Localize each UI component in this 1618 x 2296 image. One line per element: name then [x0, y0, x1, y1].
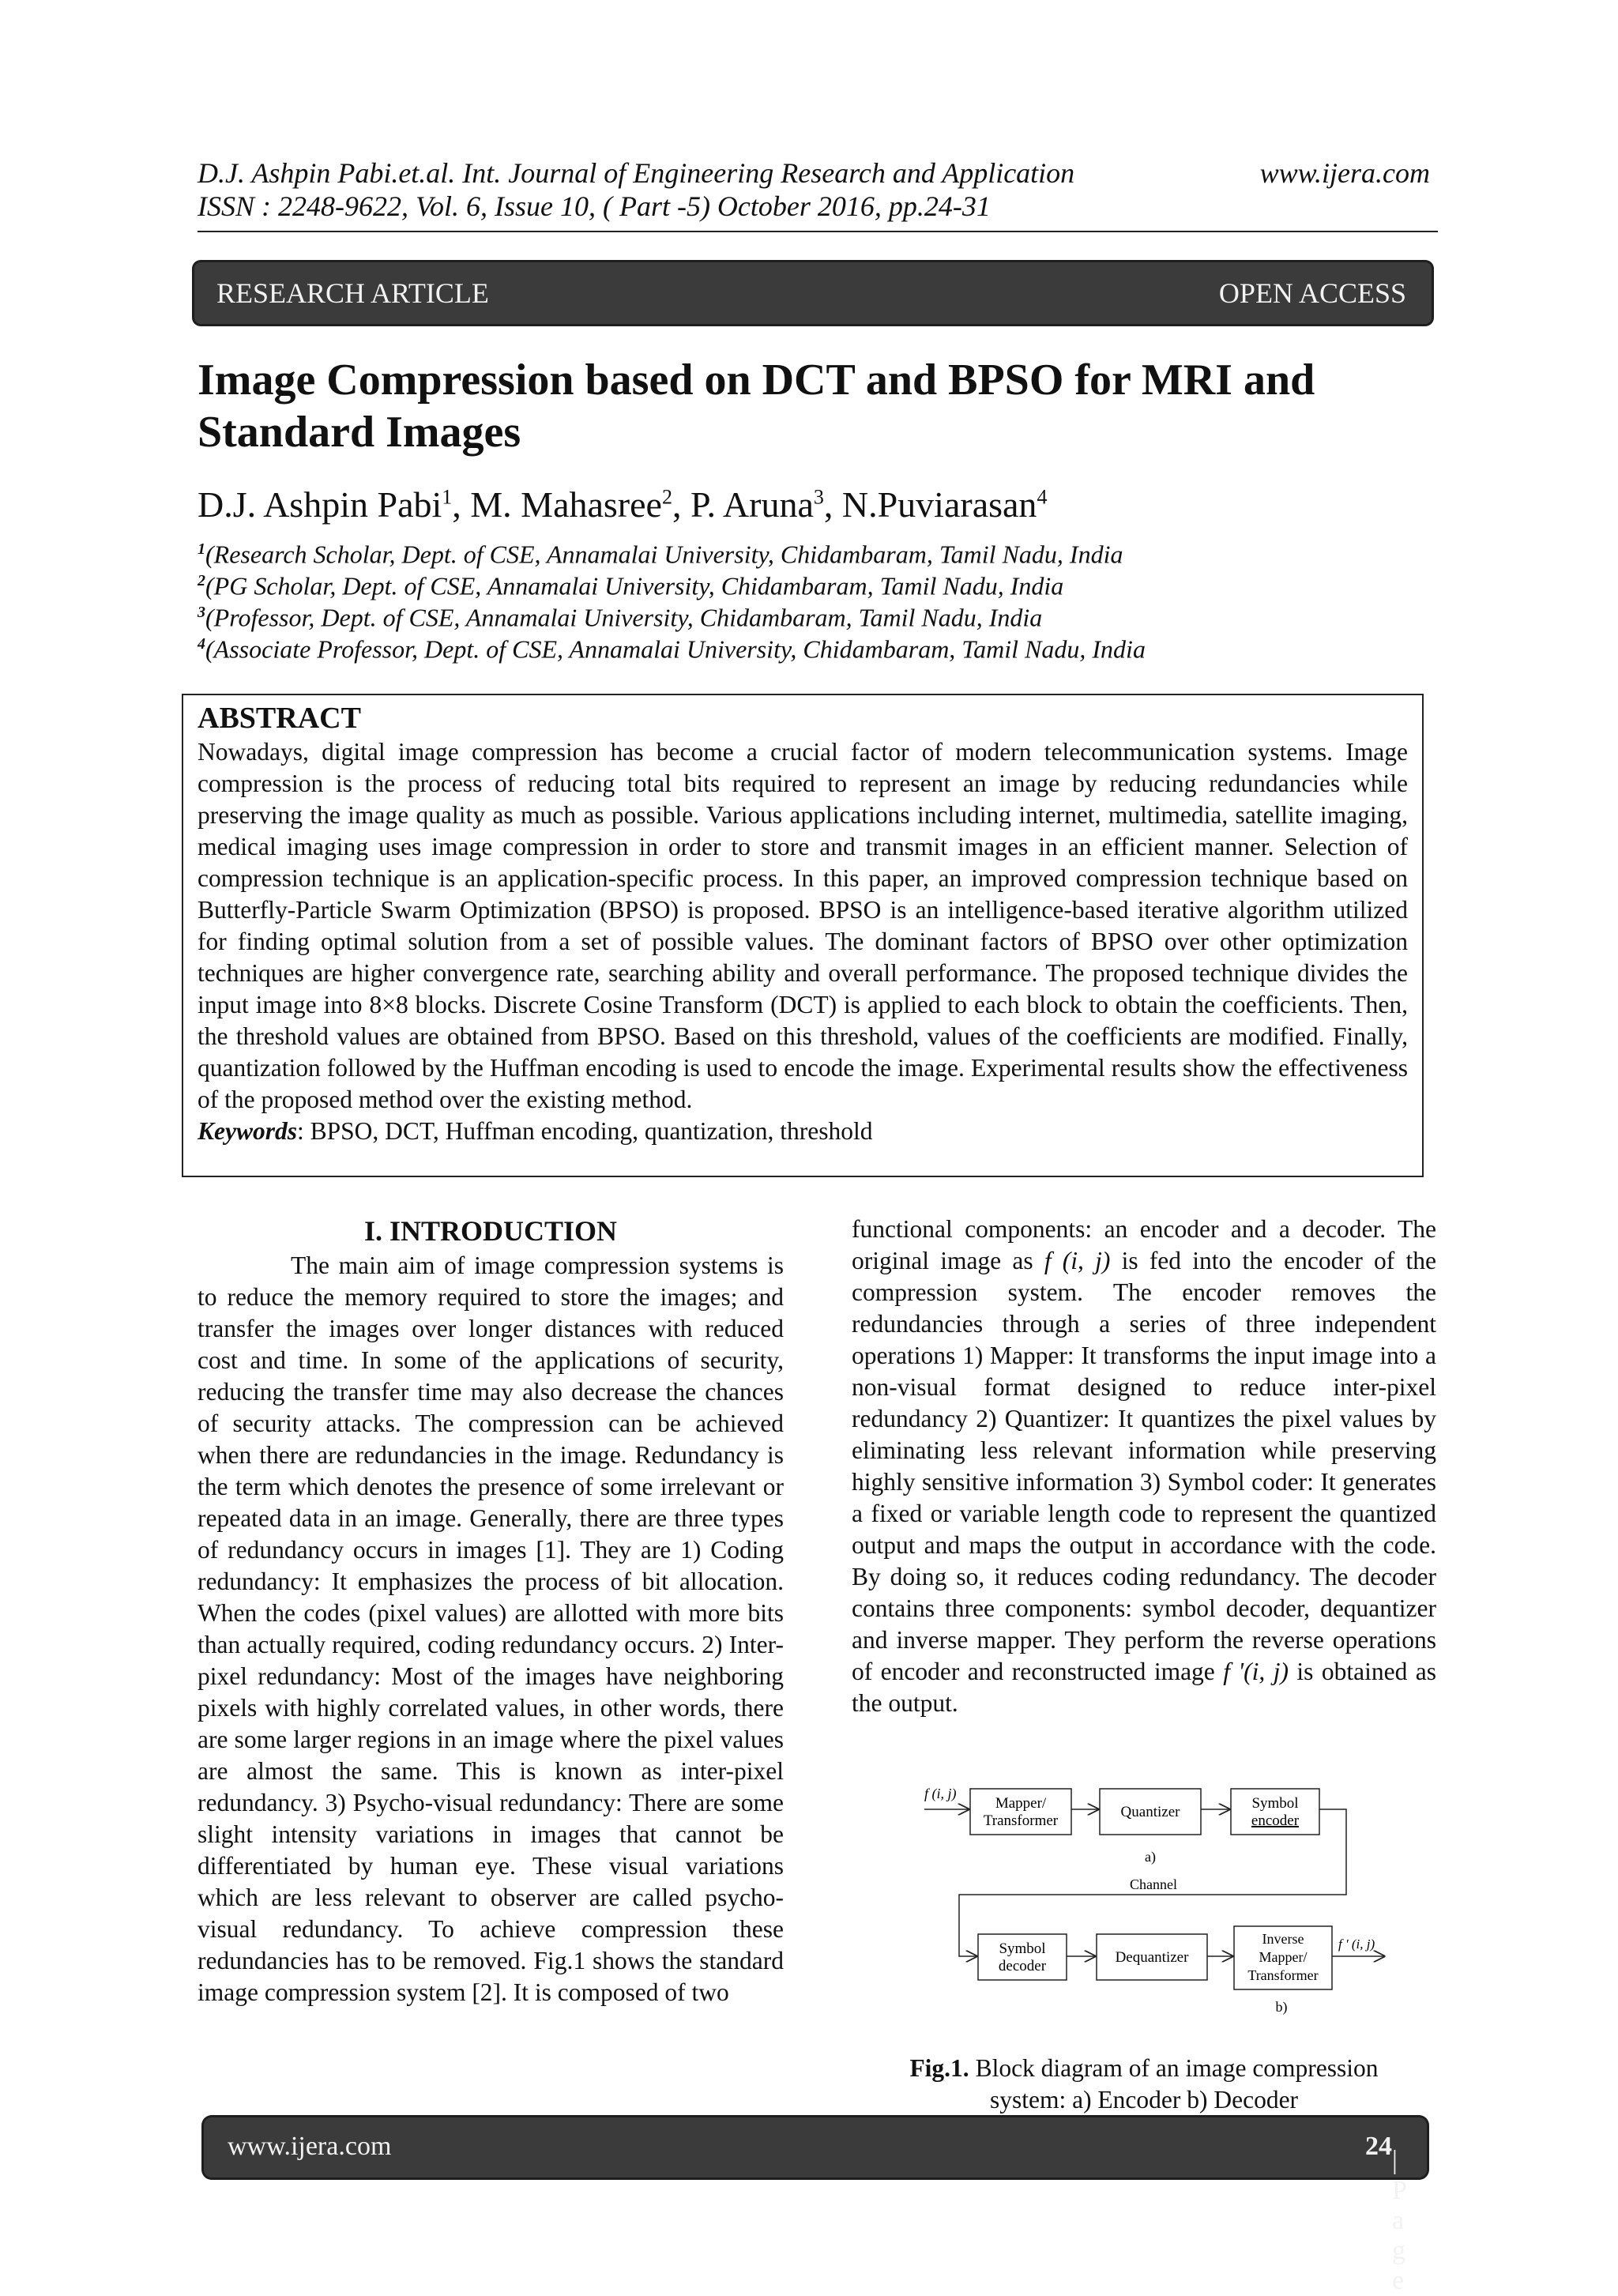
author-separator: ,: [823, 484, 842, 525]
mapper-label-line1: Mapper/: [995, 1795, 1047, 1812]
input-signal-label: f (i, j): [924, 1786, 957, 1801]
input-image-math: f (i, j): [1044, 1247, 1111, 1274]
page-label: | P a g e: [1392, 2146, 1408, 2295]
author-name: M. Mahasree: [470, 484, 662, 525]
figure-caption-line2: system: a) Encoder b) Decoder: [989, 2086, 1299, 2113]
affiliation-1: [198, 534, 1123, 570]
author-name: P. Aruna: [690, 484, 814, 525]
affiliation-3: [198, 597, 1042, 633]
right-column: [852, 1214, 1436, 1719]
intro-paragraph-continued: [852, 1214, 1436, 1719]
paragraph-text: functional components: an encoder and a decoder. The original image as: [852, 1215, 1436, 1274]
paper-title-line2: Standard Images: [198, 408, 521, 457]
paragraph-text: is obtained as the output.: [852, 1658, 1436, 1717]
author-separator: ,: [452, 484, 471, 525]
inverse-mapper-label-line1: Inverse: [1262, 1931, 1304, 1947]
section-heading-introduction: I. INTRODUCTION: [363, 1215, 618, 1247]
inverse-mapper-label-line3: Transformer: [1247, 1967, 1319, 1983]
affiliation-text: (Research Scholar, Dept. of CSE, Annamalai University, Chidambaram, Tamil Nadu, India: [205, 540, 1123, 569]
paper-title: [198, 354, 1414, 458]
article-type-banner: [194, 262, 1432, 324]
intro-paragraph: The main aim of image compression systems is to reduce the memory required to store the images; and transfer the images over longer distances with reduced cost and time. In some of the applications of security, reducing the transfer time may also decrease the chances of security attacks. The compression can be achieved when there are redundancies in the image. Redundancy is the term which denotes the presence of some irrelevant or repeated data in an image. Generally, there are three types of redundancy occurs in images [1]. They are 1) Coding redundancy: It emphasizes the process of bit allocation. When the codes (pixel values) are allotted with more bits than actually required, coding redundancy occurs. 2) Inter-pixel redundancy: Most of the images have neighboring pixels with highly correlated values, in other words, there are some larger regions in an image where the pixel values are almost the same. This is known as inter-pixel redundancy. 3) Psycho-visual redundancy: There are some slight intensity variations in images that cannot be differentiated by human eye. These visual variations which are less relevant to observer are called psycho-visual redundancy. To achieve compression these redundancies has to be removed. Fig.1 shows the standard image compression system [2]. It is composed of two: [198, 1252, 784, 2006]
mapper-label-line2: Transformer: [983, 1812, 1059, 1829]
keywords-list: : BPSO, DCT, Huffman encoding, quantization, threshold: [297, 1117, 873, 1145]
author-superscript: 4: [1037, 485, 1048, 509]
affiliation-number: 3: [198, 604, 205, 621]
abstract-box: [182, 694, 1424, 1177]
quantizer-label: Quantizer: [1120, 1804, 1180, 1820]
affiliation-number: 1: [198, 540, 205, 558]
paper-title-line1: Image Compression based on DCT and BPSO for MRI and: [198, 356, 1315, 405]
header-divider: [198, 231, 1438, 232]
affiliation-number: 2: [198, 572, 205, 589]
abstract-text-part: Nowadays, digital image compression has become a crucial factor of modern telecommunication systems. Image compression is the process of reducing total bits required to represent an image by reducing redundancies while preserving the image quality as much as possible. Various applications including internet, multimedia, satellite imaging, medical imaging uses image compression in order to store and transmit images in an efficient manner. Selection of compression technique is an application-specific process. In this paper, an improved compression technique based on Butterfly-Particle Swarm Optimization (BPSO) is proposed. BPSO is an intelligence-based iterative algorithm utilized for finding optimal solution from a set of possible values. The dominant factors of BPSO over other optimization techniques are higher convergence rate, searching ability and overall performance. The proposed technique divides the input image into: [198, 738, 1408, 1018]
journal-header-line2: ISSN : 2248-9622, Vol. 6, Issue 10, ( Part -5) October 2016, pp.24-31: [198, 190, 991, 222]
encoder-sublabel: a): [1145, 1849, 1156, 1865]
figure-caption-label: Fig.1.: [909, 2054, 969, 2082]
symbol-encoder-label-line1: Symbol: [1251, 1795, 1299, 1812]
author-list: [198, 484, 1047, 525]
affiliation-text: (Associate Professor, Dept. of CSE, Annamalai University, Chidambaram, Tamil Nadu, India: [205, 634, 1146, 664]
symbol-encoder-label-line2: encoder: [1251, 1812, 1300, 1829]
affiliation-number: 4: [198, 635, 205, 653]
abstract-text: [198, 736, 1408, 1116]
author-superscript: 3: [813, 485, 824, 509]
compression-block-diagram: [916, 1776, 1390, 2053]
author-name: D.J. Ashpin Pabi: [198, 484, 442, 525]
decoder-sublabel: b): [1275, 1999, 1288, 2015]
output-signal-label: f ' (i, j): [1338, 1937, 1375, 1952]
journal-website: www.ijera.com: [1259, 157, 1430, 189]
output-image-math: f '(i, j): [1223, 1658, 1289, 1685]
footer-website: www.ijera.com: [228, 2132, 392, 2161]
author-superscript: 2: [661, 485, 672, 509]
figure-caption-line1: Block diagram of an image compression: [969, 2054, 1379, 2082]
open-access-label: OPEN ACCESS: [1218, 277, 1406, 309]
author-separator: ,: [672, 484, 690, 525]
affiliation-text: (PG Scholar, Dept. of CSE, Annamalai University, Chidambaram, Tamil Nadu, India: [205, 571, 1064, 600]
affiliation-2: [198, 566, 1063, 601]
block-size-math: 8×8: [369, 991, 408, 1018]
paragraph-text: is fed into the encoder of the compression system. The encoder removes the redundancies through a series of three independent operations 1) Mapper: It transforms the input image into a non-visual format designed to reduce inter-pixel redundancy 2) Quantizer: It quantizes the pixel values by eliminating less relevant information while preserving highly sensitive information 3) Symbol coder: It generates a fixed or variable length code to represent the quantized output and maps the output in accordance with the code. By doing so, it reduces coding redundancy. The decoder contains three components: symbol decoder, dequantizer and inverse mapper. They perform the reverse operations of encoder and reconstructed image: [852, 1247, 1436, 1685]
abstract-heading: ABSTRACT: [198, 702, 361, 735]
left-column: [198, 1214, 784, 2008]
abstract-text-part: blocks. Discrete Cosine Transform (DCT) is applied to each block to obtain the coefficients. Then, the threshold values are obtained from BPSO. Based on this threshold, values of the coefficients are modified. Finally, quantization followed by the Huffman encoding is used to encode the image. Experimental results show the effectiveness of the proposed method over the existing method.: [198, 991, 1408, 1113]
page-footer: [204, 2117, 1427, 2295]
page-number: [1365, 2132, 1408, 2295]
author-name: N.Puviarasan: [841, 484, 1037, 525]
journal-header-line1: D.J. Ashpin Pabi.et.al. Int. Journal of Engineering Research and Application: [198, 157, 1075, 189]
research-article-label: RESEARCH ARTICLE: [216, 277, 489, 309]
inverse-mapper-label-line2: Mapper/: [1259, 1949, 1308, 1965]
channel-label: Channel: [1130, 1876, 1177, 1892]
figure-caption: [852, 2053, 1436, 2116]
symbol-decoder-label-line1: Symbol: [999, 1940, 1046, 1957]
page-number-value: 24: [1365, 2132, 1392, 2161]
keywords-line: [198, 1116, 1408, 1147]
symbol-decoder-label-line2: decoder: [998, 1958, 1047, 1974]
dequantizer-label: Dequantizer: [1115, 1949, 1189, 1966]
affiliation-4: [198, 629, 1146, 664]
author-superscript: 1: [442, 485, 453, 509]
affiliation-text: (Professor, Dept. of CSE, Annamalai University, Chidambaram, Tamil Nadu, India: [205, 603, 1043, 632]
keywords-label: Keywords: [198, 1117, 297, 1145]
